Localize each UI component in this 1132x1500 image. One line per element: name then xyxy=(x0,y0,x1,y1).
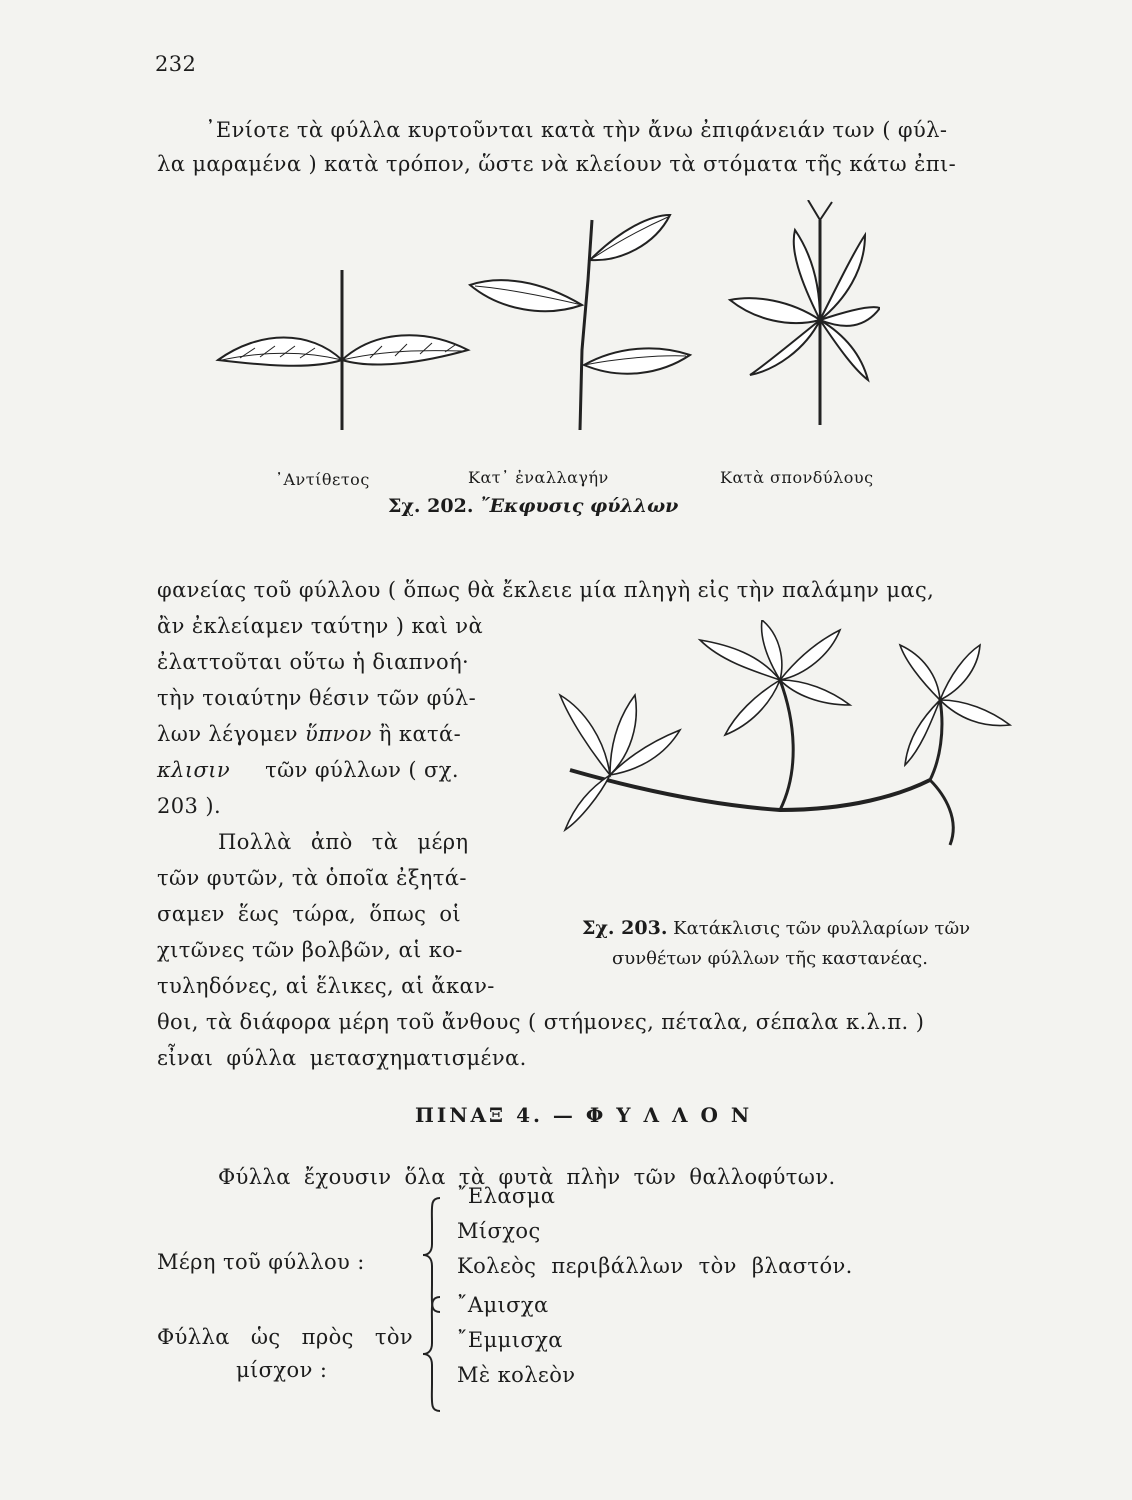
para-line-5c: ἢ κατά- xyxy=(378,722,462,746)
type-sessile: ῎Αμισχα xyxy=(457,1293,549,1317)
opening-line-1: ᾿Ενίοτε τὰ φύλλα κυρτοῦνται κατὰ τὴν ἄνω ἐπιφάνειάν των ( φύλ- xyxy=(205,118,948,142)
term-sleep: ὕπνον xyxy=(305,722,372,746)
figure-202-illustration xyxy=(200,200,880,460)
label-opposite: ᾿Αντίθετος xyxy=(275,470,370,489)
para2-line-4: χιτῶνες τῶν βολβῶν, αἱ κο- xyxy=(157,938,463,962)
part-petiole: Μίσχος xyxy=(457,1219,541,1243)
petiole-brace xyxy=(420,1295,444,1413)
para-line-6 xyxy=(157,758,459,782)
para-line-5a: λων λέγομεν xyxy=(157,722,298,746)
figure-203-illustration xyxy=(550,620,1020,850)
opposite-leaves-drawing xyxy=(218,270,468,430)
para-line-2: ἂν ἐκλείαμεν ταύτην ) καὶ νὰ xyxy=(157,614,484,638)
para-line-6b: τῶν φύλλων ( σχ. xyxy=(265,758,459,782)
figure-203-caption-line-1 xyxy=(582,917,970,939)
term-decline: κλισιν xyxy=(157,758,231,782)
para2-line-7: εἶναι φύλλα μετασχηματισμένα. xyxy=(157,1046,527,1070)
para-line-7: 203 ). xyxy=(157,794,222,818)
figure-202-number: Σχ. 202. xyxy=(388,495,474,517)
figure-203-number: Σχ. 203. xyxy=(582,917,668,939)
figure-203-text-1: Κατάκλισις τῶν φυλλαρίων τῶν xyxy=(673,918,971,939)
type-sheathed: Μὲ κολεὸν xyxy=(457,1363,576,1387)
para2-line-2: τῶν φυτῶν, τὰ ὁποῖα ἐξητά- xyxy=(157,866,467,890)
page-number: 232 xyxy=(155,52,197,76)
figure-202-caption xyxy=(388,495,678,517)
drooping-leaflets-left xyxy=(560,695,680,830)
drooping-leaflets-middle xyxy=(700,620,850,735)
petiole-label-2: μίσχον : xyxy=(236,1358,328,1382)
opening-line-2: λα μαραμένα ) κατὰ τρόπον, ὥστε νὰ κλείουν τὰ στόματα τῆς κάτω ἐπι- xyxy=(157,152,957,176)
drooping-leaflets-right xyxy=(900,645,1010,765)
type-petiolate: ῎Εμμισχα xyxy=(457,1328,563,1352)
part-blade: ῎Ελασμα xyxy=(457,1184,556,1208)
alternate-leaves-drawing xyxy=(470,215,690,430)
para-line-3: ἐλαττοῦται οὕτω ἡ διαπνοή· xyxy=(157,650,470,674)
para2-line-5: τυληδόνες, αἱ ἕλικες, αἱ ἄκαν- xyxy=(157,974,495,998)
label-whorled: Κατὰ σπονδύλους xyxy=(720,468,874,487)
petiole-label-1: Φύλλα ὡς πρὸς τὸν xyxy=(157,1325,414,1349)
plate-title: ΠΙΝΑΞ 4. — Φ Υ Λ Λ Ο Ν xyxy=(415,1103,753,1127)
para-line-1: φανείας τοῦ φύλλου ( ὅπως θὰ ἔκλειε μία πληγὴ εἰς τὴν παλάμην μας, xyxy=(157,578,935,602)
figure-202-title: ῎Εκφυσις φύλλων xyxy=(480,495,679,517)
para-line-5 xyxy=(157,722,461,746)
figure-203-caption-line-2: συνθέτων φύλλων τῆς καστανέας. xyxy=(612,948,928,969)
para-line-4: τὴν τοιαύτην θέσιν τῶν φύλ- xyxy=(157,686,477,710)
part-sheath: Κολεὸς περιβάλλων τὸν βλαστόν. xyxy=(457,1254,853,1278)
whorled-leaves-drawing xyxy=(730,200,880,425)
para2-line-1: Πολλὰ ἀπὸ τὰ μέρη xyxy=(218,830,469,854)
label-alternate: Κατ᾿ ἐναλλαγήν xyxy=(468,468,609,487)
parts-label: Μέρη τοῦ φύλλου : xyxy=(157,1250,365,1274)
para2-line-6: θοι, τὰ διάφορα μέρη τοῦ ἄνθους ( στήμονες, πέταλα, σέπαλα κ.λ.π. ) xyxy=(157,1010,925,1034)
plate-intro: Φύλλα ἔχουσιν ὅλα τὰ φυτὰ πλὴν τῶν θαλλοφύτων. xyxy=(218,1165,836,1189)
para2-line-3: σαμεν ἕως τώρα, ὅπως οἱ xyxy=(157,902,462,926)
